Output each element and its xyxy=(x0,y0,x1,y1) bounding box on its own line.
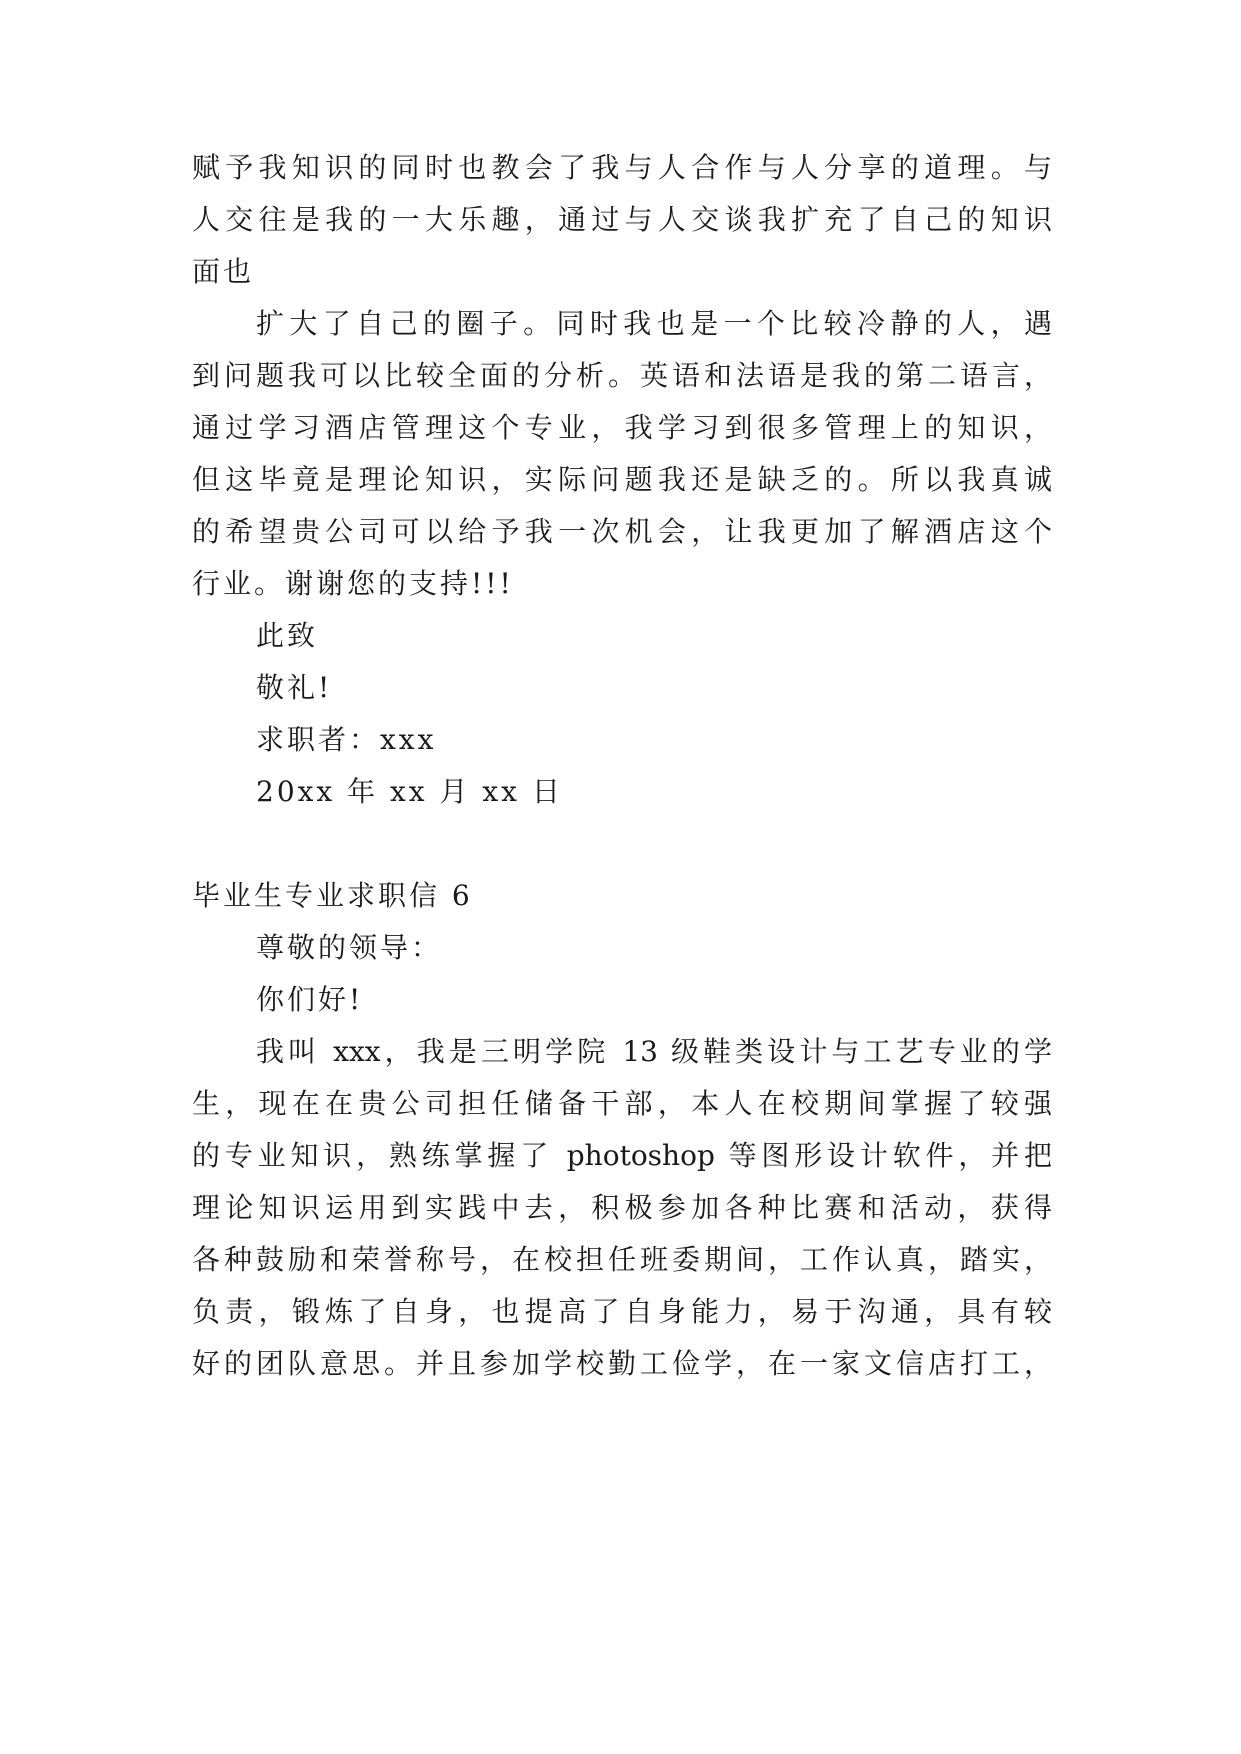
paragraph-line: 各种鼓励和荣誉称号，在校担任班委期间，工作认真，踏实， xyxy=(192,1243,1052,1276)
paragraph-line: 的希望贵公司可以给予我一次机会，让我更加了解酒店这个 xyxy=(192,515,1052,548)
paragraph-line: 负责，锻炼了自身，也提高了自身能力，易于沟通，具有较 xyxy=(192,1295,1052,1328)
paragraph-line: 好的团队意思。并且参加学校勤工俭学，在一家文信店打工， xyxy=(192,1347,1052,1380)
paragraph-line: 但这毕竟是理论知识，实际问题我还是缺乏的。所以我真诚 xyxy=(192,463,1052,496)
greeting-line: 尊敬的领导： xyxy=(256,931,443,964)
paragraph-line: 扩大了自己的圈子。同时我也是一个比较冷静的人，遇 xyxy=(256,307,1052,340)
salute-line: 敬礼! xyxy=(256,671,333,704)
section-title: 毕业生专业求职信 6 xyxy=(192,879,473,912)
paragraph-line: 到问题我可以比较全面的分析。英语和法语是我的第二语言， xyxy=(192,359,1052,392)
paragraph-line: 赋予我知识的同时也教会了我与人合作与人分享的道理。与 xyxy=(192,151,1052,184)
paragraph-line: 行业。谢谢您的支持!!! xyxy=(192,567,514,600)
paragraph-line: 通过学习酒店管理这个专业，我学习到很多管理上的知识， xyxy=(192,411,1052,444)
date-line: 20xx 年 xx 月 xx 日 xyxy=(256,775,563,808)
paragraph-line: 理论知识运用到实践中去，积极参加各种比赛和活动，获得 xyxy=(192,1191,1052,1224)
paragraph-line: 的专业知识，熟练掌握了 photoshop 等图形设计软件，并把 xyxy=(192,1139,1052,1172)
hello-line: 你们好! xyxy=(256,983,364,1016)
closing-line: 此致 xyxy=(256,619,319,652)
signature-line: 求职者：xxx xyxy=(256,723,437,756)
paragraph-line: 我叫 xxx，我是三明学院 13 级鞋类设计与工艺专业的学 xyxy=(256,1035,1052,1068)
paragraph-line: 人交往是我的一大乐趣，通过与人交谈我扩充了自己的知识 xyxy=(192,203,1052,236)
paragraph-line: 面也 xyxy=(192,255,255,288)
paragraph-line: 生，现在在贵公司担任储备干部，本人在校期间掌握了较强 xyxy=(192,1087,1052,1120)
